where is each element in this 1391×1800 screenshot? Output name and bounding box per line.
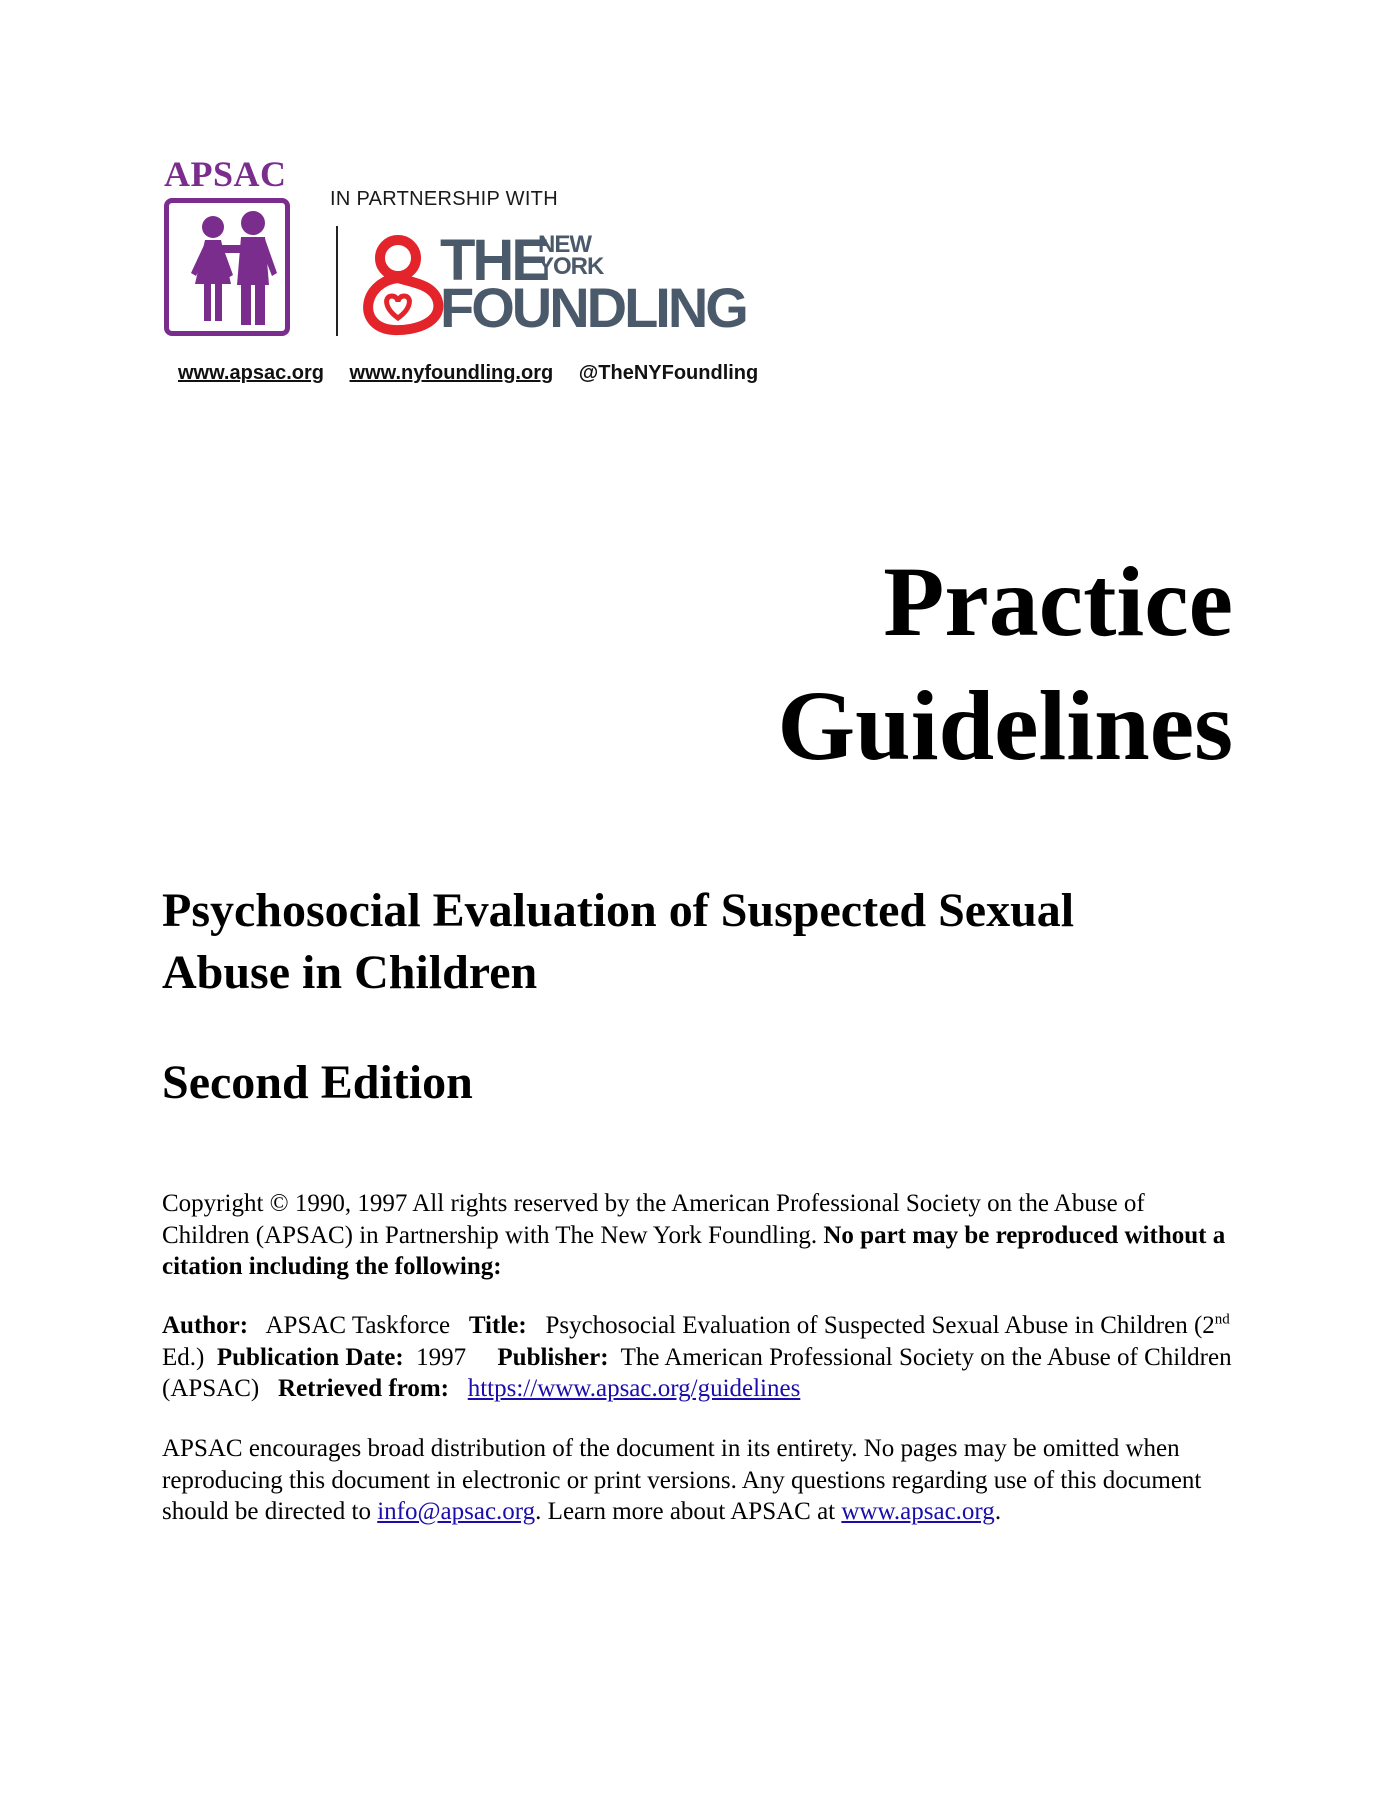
date-label: Publication Date:	[216, 1343, 404, 1371]
distribution-text-2: . Learn more about APSAC at	[535, 1498, 842, 1525]
date-value: 1997	[416, 1343, 467, 1371]
edition-heading: Second Edition	[162, 1056, 473, 1109]
children-figures-icon	[179, 209, 287, 333]
title-superscript: nd	[1214, 1311, 1230, 1328]
title-label: Title:	[468, 1312, 527, 1339]
apsac-logo-box	[164, 198, 290, 336]
distribution-text-3: .	[994, 1498, 1002, 1525]
nyfoundling-url-link[interactable]: www.nyfoundling.org	[349, 362, 554, 384]
logo-divider	[336, 226, 338, 336]
title-value: Psychosocial Evaluation of Suspected Sexual Abuse in Children (2	[545, 1312, 1215, 1339]
header-logos	[162, 152, 812, 392]
citation-paragraph	[162, 1310, 1232, 1405]
foundling-name-text: FOUNDLING	[440, 276, 746, 339]
header-url-row	[178, 362, 778, 385]
new-york-foundling-logo	[354, 228, 794, 342]
document-subtitle	[162, 880, 1222, 1004]
apsac-wordmark: APSAC	[164, 154, 287, 194]
publisher-label: Publisher:	[497, 1343, 609, 1371]
copyright-paragraph	[162, 1188, 1232, 1283]
website-link[interactable]: www.apsac.org	[841, 1498, 995, 1525]
retrieved-label: Retrieved from:	[278, 1375, 449, 1402]
author-value: APSAC Taskforce	[265, 1312, 451, 1339]
distribution-text-1: APSAC encourages broad distribution of the document in its entirety. No pages may be omitted when reproducing this document in electronic or print versions. Any questions regarding use of this document should be directed to	[162, 1435, 1202, 1525]
partnership-text: IN PARTNERSHIP WITH	[330, 188, 558, 210]
author-label: Author:	[162, 1312, 249, 1339]
publisher-value: The American Professional Society on the Abuse of Children (APSAC)	[162, 1343, 1232, 1402]
guidelines-url-link[interactable]: https://www.apsac.org/guidelines	[467, 1375, 801, 1402]
apsac-url-link[interactable]: www.apsac.org	[178, 362, 324, 384]
apsac-logo	[162, 152, 302, 342]
title-line-1: Practice	[883, 546, 1233, 657]
foundling-new-york-text	[538, 231, 604, 280]
document-title	[777, 540, 1233, 788]
title-tail: Ed.)	[162, 1343, 205, 1371]
distribution-paragraph	[162, 1433, 1232, 1528]
foundling-york-text: YORK	[538, 253, 604, 280]
twitter-handle: @TheNYFoundling	[578, 362, 759, 384]
foundling-heart-icon	[354, 232, 446, 340]
email-link[interactable]: info@apsac.org	[377, 1498, 536, 1525]
subtitle-line-2: Abuse in Children	[162, 946, 538, 999]
foundling-new-text: NEW	[538, 231, 591, 258]
foundling-the-text: THE	[440, 228, 547, 293]
copyright-text: Copyright © 1990, 1997 All rights reserved by the American Professional Society on the Abuse of Children (APSAC) in Partnership with The New York Foundling.	[162, 1190, 1145, 1249]
title-line-2: Guidelines	[777, 670, 1233, 781]
copyright-bold-text: No part may be reproduced without a citation including the following:	[162, 1221, 1226, 1280]
subtitle-line-1: Psychosocial Evaluation of Suspected Sexual	[162, 884, 1075, 937]
